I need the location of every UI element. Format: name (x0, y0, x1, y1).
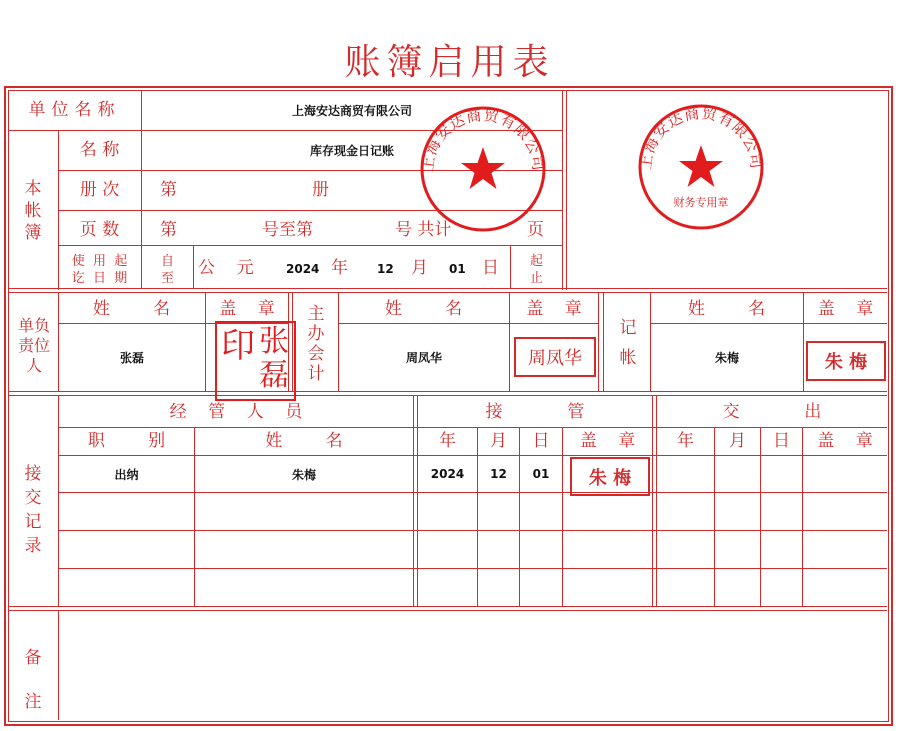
name-label: 名 称 (79, 140, 120, 160)
out-year-header: 年 (677, 431, 694, 451)
role-header: 职 别 (87, 431, 166, 451)
responsible-label: 单负责位人 (17, 316, 50, 375)
finance-seal (636, 102, 766, 232)
bookkeeper-label: 记帐 (619, 318, 637, 368)
row1-name: 朱梅 (291, 467, 316, 482)
out-seal-header: 盖 章 (817, 431, 873, 451)
responsible-name-header: 姓 名 (92, 299, 171, 319)
row1-stamp: 朱 梅 (570, 457, 650, 496)
bookkeeper-seal-header: 盖 章 (817, 299, 874, 319)
receive-year-header: 年 (439, 431, 456, 451)
row1-day: 01 (532, 467, 550, 481)
row1-role: 出纳 (114, 467, 139, 482)
handover-label: 接交记录 (24, 464, 42, 556)
svg-text:上海安达商贸有限公司: 上海安达商贸有限公司 (418, 106, 548, 173)
pages-label: 页 数 (79, 220, 120, 240)
receive-day-header: 日 (532, 431, 550, 451)
responsible-seal-header: 盖 章 (219, 299, 275, 319)
page-title: 账簿启用表 (344, 42, 555, 83)
accountant-stamp: 周凤华 (514, 337, 596, 377)
bookkeeper-name: 朱梅 (714, 351, 739, 365)
handover-out-header: 交 出 (722, 402, 822, 422)
out-month-header: 月 (729, 431, 746, 451)
row1-year: 2024 (430, 467, 465, 481)
month-unit: 月 (411, 258, 428, 278)
accountant-name-header: 姓 名 (384, 299, 463, 319)
book-group-label: 本帐簿 (24, 179, 42, 243)
accountant-name: 周凤华 (405, 351, 442, 365)
star-icon (461, 147, 505, 189)
start-day: 01 (449, 262, 466, 276)
pages-mid: 号至第 (262, 220, 313, 240)
volume-prefix: 第 (160, 180, 177, 200)
unit-name-label: 单位名称 (28, 100, 121, 120)
receive-seal-header: 盖 章 (579, 431, 636, 451)
star-icon (679, 145, 723, 187)
out-day-header: 日 (773, 431, 790, 451)
bookkeeper-name-header: 姓 名 (687, 299, 766, 319)
period-from: 自 至 (160, 254, 174, 286)
pages-mid2: 号 共计 (395, 220, 452, 240)
svg-text:上海安达商贸有限公司: 上海安达商贸有限公司 (636, 104, 766, 171)
period-label: 使 用 起 讫 日 期 (71, 254, 128, 286)
accountant-seal-header: 盖 章 (526, 299, 582, 319)
remarks-label: 备 注 (24, 648, 42, 712)
row1-month: 12 (490, 467, 507, 481)
pages-prefix: 第 (160, 220, 177, 240)
start-month: 12 (377, 262, 394, 276)
unit-name-value: 上海安达商贸有限公司 (291, 103, 412, 118)
accountant-label: 主办会计 (307, 304, 325, 384)
managers-header: 经 管 人 员 (169, 402, 303, 422)
year-unit: 年 (331, 258, 348, 278)
responsible-name: 张磊 (119, 351, 144, 365)
receive-month-header: 月 (490, 431, 507, 451)
bookkeeper-stamp: 朱 梅 (806, 341, 886, 381)
pages-suffix: 页 (527, 220, 544, 240)
manager-name-header: 姓 名 (265, 431, 343, 451)
era-label: 公 元 (198, 258, 254, 278)
day-unit: 日 (482, 258, 499, 278)
svg-text:财务专用章: 财务专用章 (673, 196, 729, 209)
receive-header: 接 管 (485, 402, 585, 422)
start-end-label: 起 止 (529, 254, 543, 286)
volume-label: 册 次 (79, 180, 120, 200)
personal-seal-square: 印 张 磊 (215, 321, 296, 401)
start-year: 2024 (286, 262, 320, 276)
company-seal (418, 104, 548, 234)
volume-suffix: 册 (312, 180, 329, 200)
book-name-value: 库存现金日记账 (309, 144, 394, 158)
